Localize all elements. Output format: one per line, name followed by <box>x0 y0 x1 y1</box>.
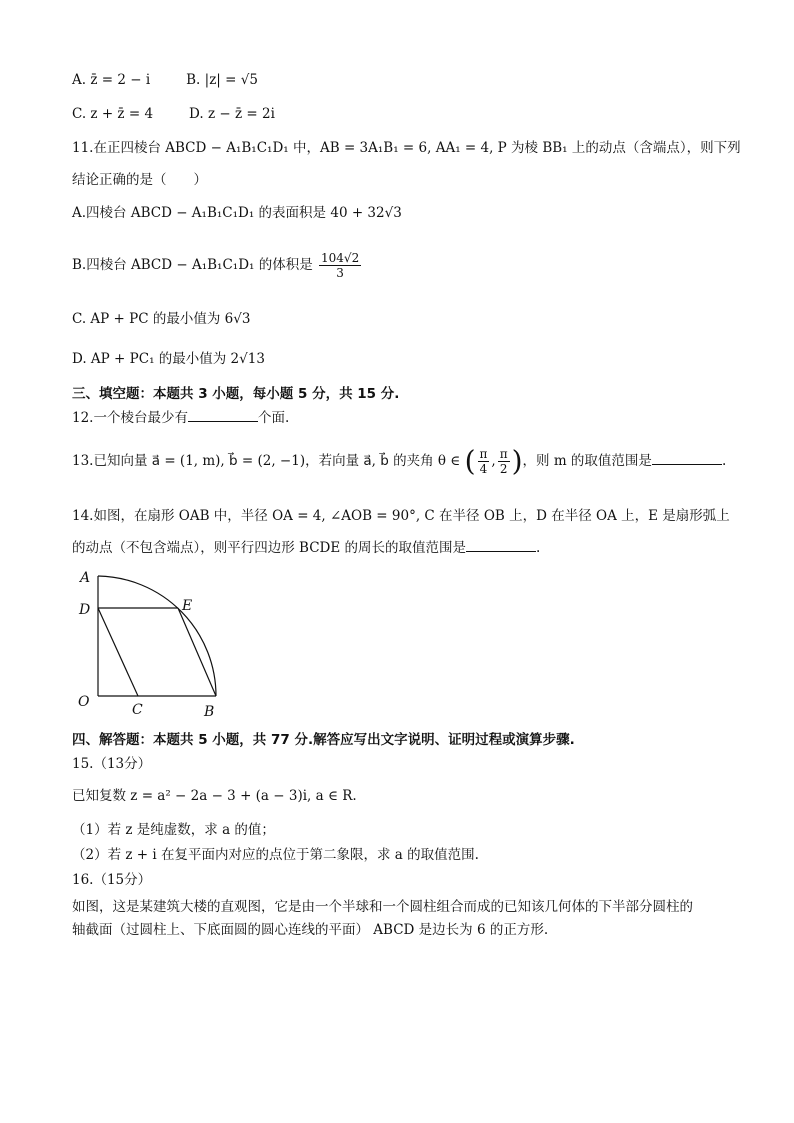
q13: 13.已知向量 a⃗ = (1, m), b⃗ = (2, −1)，若向量 a⃗, b⃗ 的夹角 θ ∈ ( $\frac{\pi}{4}$ , $\frac{\pi}{2}$ )，则 m 的取值范围是 . <box>72 444 727 478</box>
q13-answer-blank <box>652 464 722 465</box>
label-a: A <box>80 570 91 586</box>
q11-stem-line1: 11.在正四棱台 ABCD − A₁B₁C₁D₁ 中，AB = 3A₁B₁ = 6, AA₁ = 4, P 为棱 BB₁ 上的动点（含端点），则下列 <box>72 140 741 156</box>
q12-answer-blank <box>188 421 258 422</box>
close-paren: ) <box>511 444 523 478</box>
q16-line1: 如图，这是某建筑大楼的直观图，它是由一个半球和一个圆柱组合而成的已知该几何体的下半部分圆柱的 <box>72 899 693 915</box>
q10-options-row1 <box>72 70 258 90</box>
q11-option-b <box>72 248 363 282</box>
segment-dc <box>98 608 138 696</box>
label-o: O <box>78 694 90 710</box>
q14-line1: 14.如图，在扇形 OAB 中，半径 OA = 4, ∠AOB = 90°, C 在半径 OB 上，D 在半径 OA 上，E 是扇形弧上 <box>72 508 730 524</box>
q11-option-b-prefix: B.四棱台 ABCD − A₁B₁C₁D₁ 的体积是 <box>72 257 313 273</box>
sector-arc <box>98 576 216 696</box>
fraction-denominator: 3 <box>336 266 344 280</box>
fraction-numerator: 104√2 <box>321 251 360 265</box>
q16-line2: 轴截面（过圆柱上、下底面圆的圆心连线的平面） ABCD 是边长为 6 的正方形. <box>72 922 549 938</box>
q15-part-2: （2）若 z + i 在复平面内对应的点位于第二象限，求 a 的取值范围. <box>72 847 479 863</box>
q12-text-after: 个面. <box>257 410 290 426</box>
q11-option-a: A.四棱台 ABCD − A₁B₁C₁D₁ 的表面积是 40 + 32√3 <box>72 205 402 221</box>
label-b: B <box>204 704 215 720</box>
q14-line2: 的动点（不包含端点），则平行四边形 BCDE 的周长的取值范围是 . <box>72 540 541 556</box>
q11-option-c: C. AP + PC 的最小值为 6√3 <box>72 311 251 327</box>
q11-option-d: D. AP + PC₁ 的最小值为 2√13 <box>72 351 265 367</box>
q10-option-b: B. |z| = √5 <box>186 72 258 88</box>
label-c: C <box>132 702 143 718</box>
q15-part-1: （1）若 z 是纯虚数，求 a 的值； <box>72 822 275 838</box>
q10-option-d: D. z − z̄ = 2i <box>189 106 275 122</box>
label-e: E <box>182 598 193 614</box>
q14-text-before: 的动点（不包含端点），则平行四边形 BCDE 的周长的取值范围是 <box>72 540 467 556</box>
q15-head: 15.（13分） <box>72 756 152 772</box>
q12-text-before: 12.一个棱台最少有 <box>72 410 188 426</box>
q10-options-row2 <box>72 104 275 124</box>
section-4-heading: 四、解答题：本题共 5 小题，共 77 分.解答应写出文字说明、证明过程或演算步骤. <box>72 732 575 748</box>
q15-stem: 已知复数 z = a² − 2a − 3 + (a − 3)i, a ∈ R. <box>72 788 357 804</box>
q11-option-b-fraction <box>319 251 361 280</box>
q10-option-a: A. z̄ = 2 − i <box>72 72 151 88</box>
q13-text-2: ，则 m 的取值范围是 <box>522 453 652 469</box>
q10-option-c: C. z + z̄ = 4 <box>72 106 154 122</box>
q13-fraction-pi-2: $\frac{\pi}{2}$ <box>499 447 508 476</box>
q13-fraction-pi-4: $\frac{\pi}{4}$ <box>479 447 488 476</box>
sector-figure <box>72 566 232 722</box>
section-3-heading: 三、填空题：本题共 3 小题，每小题 5 分，共 15 分. <box>72 386 400 402</box>
open-paren: ( <box>464 444 476 478</box>
q11-stem-line2: 结论正确的是（ ） <box>72 172 207 188</box>
q13-text-1: 13.已知向量 a⃗ = (1, m), b⃗ = (2, −1)，若向量 a⃗, b⃗ 的夹角 θ ∈ <box>72 453 461 469</box>
q16-head: 16.（15分） <box>72 872 152 888</box>
q12 <box>72 408 289 428</box>
q14-answer-blank <box>466 551 536 552</box>
segment-eb <box>178 608 216 696</box>
label-d: D <box>79 602 91 618</box>
